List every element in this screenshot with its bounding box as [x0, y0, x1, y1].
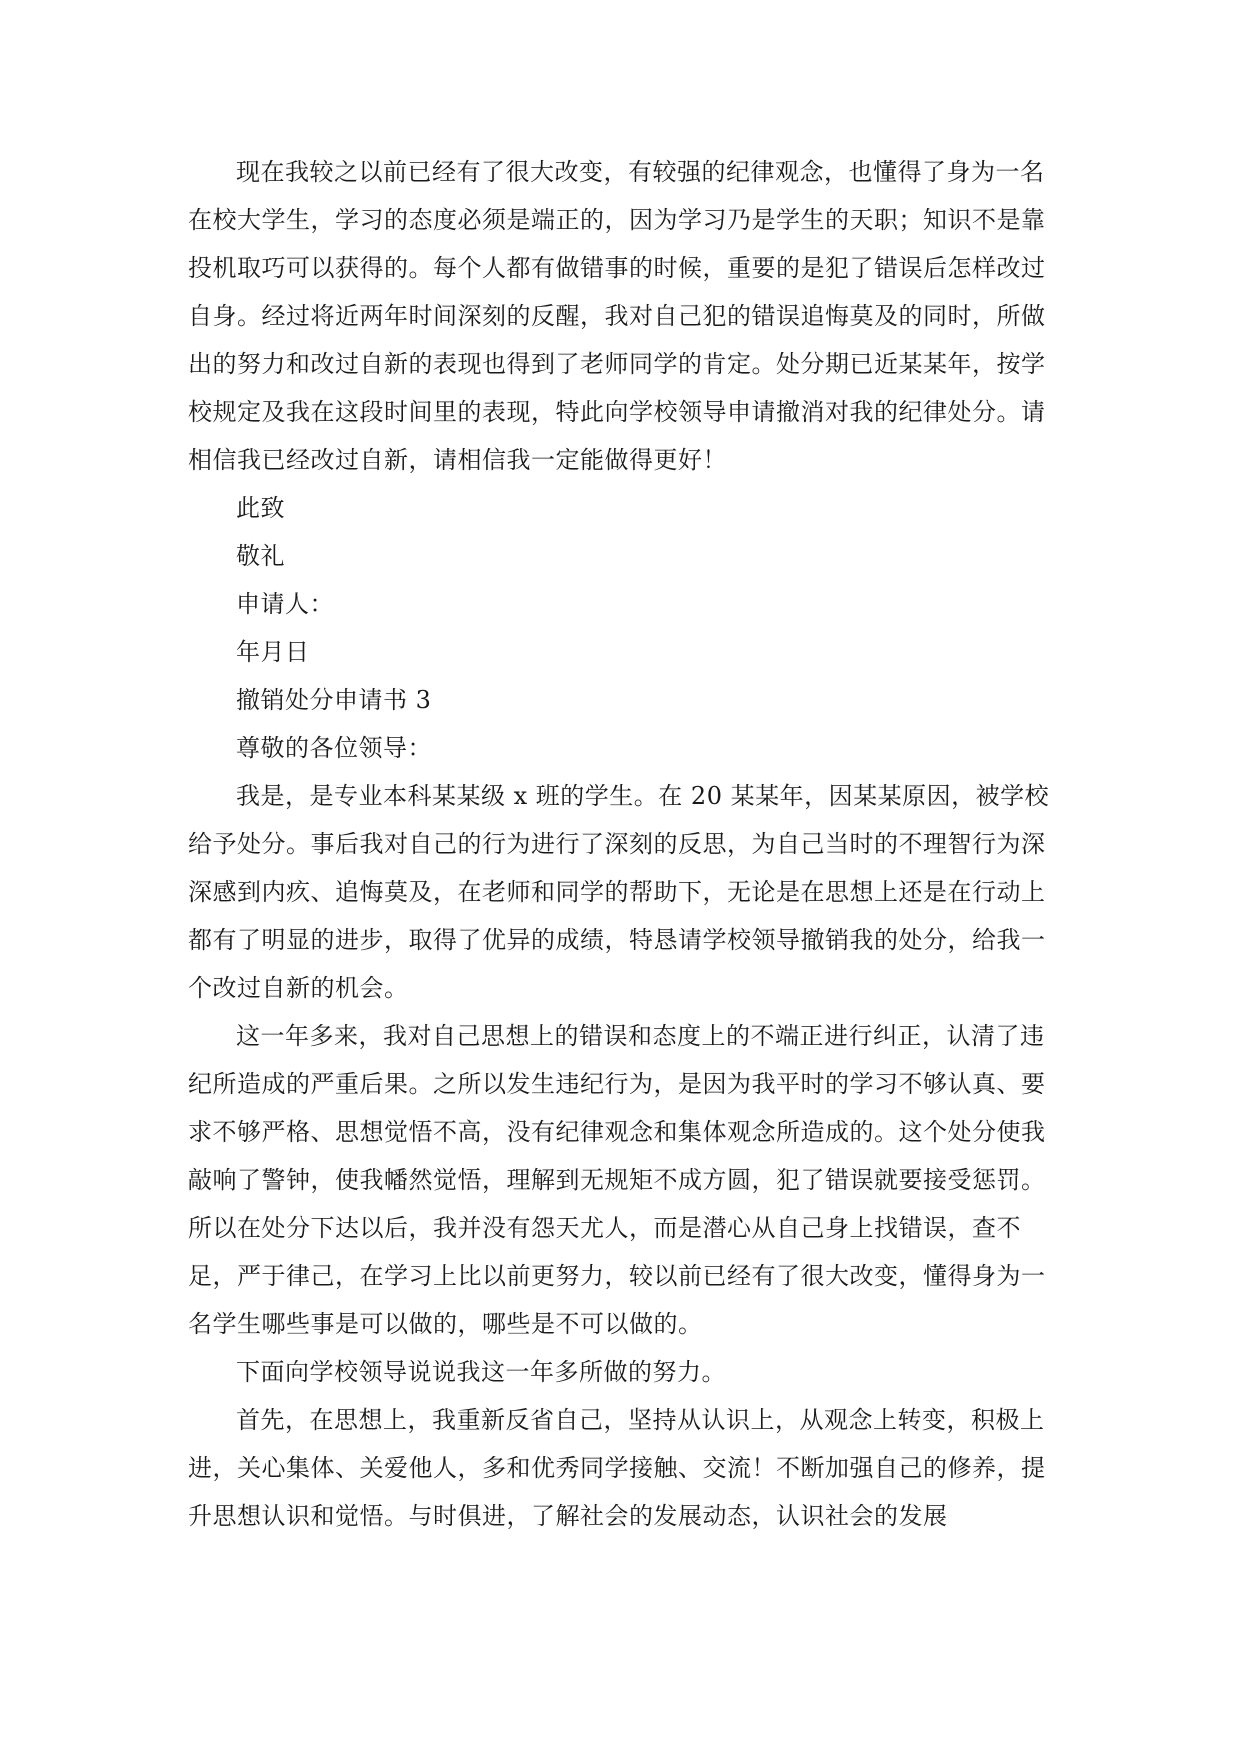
paragraph-4: 下面向学校领导说说我这一年多所做的努力。 [236, 1358, 726, 1386]
document-body [188, 148, 1056, 1540]
section-title: 撤销处分申请书 3 [236, 686, 432, 714]
paragraph-1: 现在我较之以前已经有了很大改变，有较强的纪律观念，也懂得了身为一名在校大学生，学习的态度必须是端正的，因为学习乃是学生的天职；知识不是靠投机取巧可以获得的。每个人都有做错事的时候，重要的是犯了错误后怎样改过自身。经过将近两年时间深刻的反醒，我对自己犯的错误追悔莫及的同时，所做出的努力和改过自新的表现也得到了老师同学的肯定。处分期已近某某年，按学校规定及我在这段时间里的表现，特此向学校领导申请撤消对我的纪律处分。请相信我已经改过自新，请相信我一定能做得更好！ [188, 158, 1046, 474]
salutation: 尊敬的各位领导： [236, 734, 432, 762]
paragraph-3: 这一年多来，我对自己思想上的错误和态度上的不端正进行纠正，认清了违纪所造成的严重后果。之所以发生违纪行为，是因为我平时的学习不够认真、要求不够严格、思想觉悟不高，没有纪律观念和集体观念所造成的。这个处分使我敲响了警钟，使我幡然觉悟，理解到无规矩不成方圆，犯了错误就要接受惩罚。所以在处分下达以后，我并没有怨天尤人，而是潜心从自己身上找错误，查不足，严于律己，在学习上比以前更努力，较以前已经有了很大改变，懂得身为一名学生哪些事是可以做的，哪些是不可以做的。 [188, 1022, 1046, 1338]
applicant-line: 申请人： [236, 590, 334, 618]
closing-line-1: 此致 [236, 494, 285, 522]
paragraph-5: 首先，在思想上，我重新反省自己，坚持从认识上，从观念上转变，积极上进，关心集体、关爱他人，多和优秀同学接触、交流！不断加强自己的修养，提升思想认识和觉悟。与时俱进，了解社会的发展动态，认识社会的发展 [188, 1406, 1046, 1530]
closing-line-2: 敬礼 [236, 542, 285, 570]
paragraph-2: 我是，是专业本科某某级 x 班的学生。在 20 某某年，因某某原因，被学校给予处分。事后我对自己的行为进行了深刻的反思，为自己当时的不理智行为深深感到内疚、追悔莫及，在老师和同学的帮助下，无论是在思想上还是在行动上都有了明显的进步，取得了优异的成绩，特恳请学校领导撤销我的处分，给我一个改过自新的机会。 [188, 782, 1050, 1002]
date-line: 年月日 [236, 638, 310, 666]
